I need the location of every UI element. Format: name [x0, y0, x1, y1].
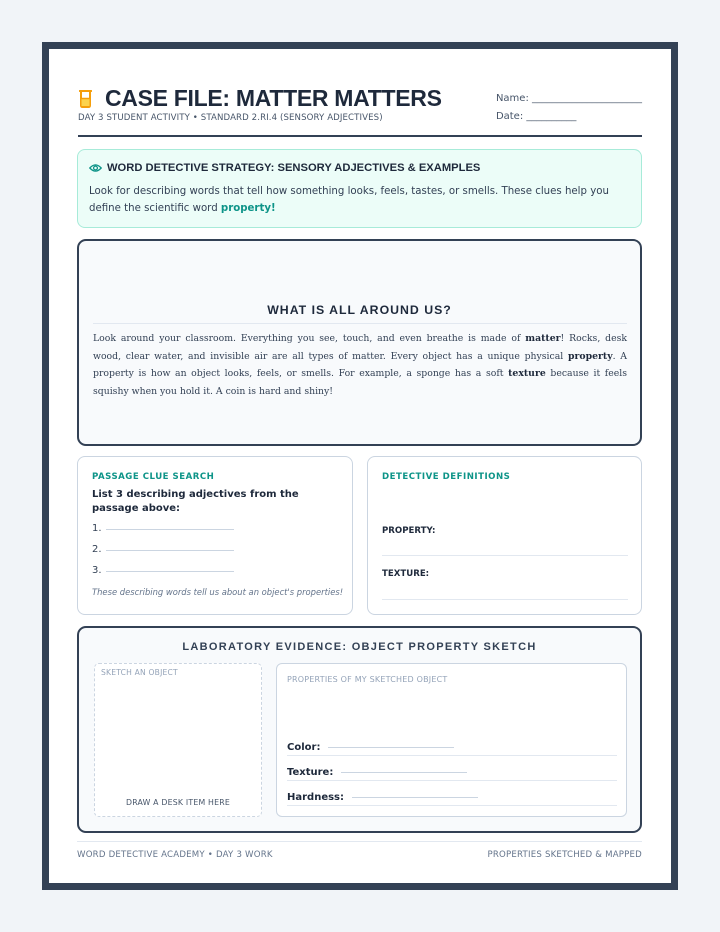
- strategy-box: [77, 149, 642, 228]
- clue-search-label: PASSAGE CLUE SEARCH: [92, 472, 215, 482]
- name-field[interactable]: Name: ______________________: [495, 93, 642, 104]
- sketch-hint: DRAW A DESK ITEM HERE: [125, 798, 230, 807]
- clue-search-note: These describing words tell us about an object's properties!: [92, 587, 344, 597]
- definitions-label: DETECTIVE DEFINITIONS: [382, 472, 511, 482]
- definition-term-property: PROPERTY:: [382, 526, 436, 536]
- definitions-card: [367, 456, 642, 615]
- passage-keyword-texture: texture: [508, 368, 546, 380]
- passage-title: WHAT IS ALL AROUND US?: [267, 303, 452, 317]
- definition-line[interactable]: [382, 599, 628, 600]
- texture-field[interactable]: [287, 767, 617, 778]
- title-row: [78, 85, 442, 112]
- answer-number: 1.: [92, 523, 102, 534]
- strategy-keyword: property: [220, 203, 271, 214]
- passage-keyword-property: property: [567, 350, 613, 362]
- passage-text: [93, 330, 627, 400]
- lab-evidence-section: [77, 626, 642, 833]
- properties-label: PROPERTIES OF MY SKETCHED OBJECT: [287, 675, 448, 684]
- worksheet: [49, 49, 671, 883]
- definition-line[interactable]: [382, 555, 628, 556]
- strategy-header: [89, 162, 480, 174]
- passage-part: ! Rocks, desk wood, clear water, and invisible air are all types of matter. Every object has a unique physical: [93, 333, 627, 362]
- passage-part: . A property is how an object looks, feels, or smells. For example, a sponge has a soft: [93, 350, 628, 380]
- eye-icon: [89, 163, 102, 173]
- page-title: CASE FILE: MATTER MATTERS: [105, 85, 442, 111]
- sketch-area[interactable]: [94, 663, 262, 817]
- sketch-label: SKETCH AN OBJECT: [101, 668, 178, 677]
- strategy-text: [89, 183, 629, 217]
- passage-part: because it feels squishy when you hold it. A coin is hard and shiny!: [93, 368, 627, 397]
- strategy-title: WORD DETECTIVE STRATEGY: SENSORY ADJECTIVES & EXAMPLES: [107, 162, 481, 174]
- answer-line-3[interactable]: [92, 565, 234, 576]
- answer-blank[interactable]: [106, 529, 234, 530]
- color-field[interactable]: [287, 742, 617, 753]
- field-label: Hardness:: [287, 792, 345, 803]
- footer-left: WORD DETECTIVE ACADEMY • DAY 3 WORK: [77, 850, 273, 860]
- field-blank[interactable]: [341, 772, 467, 773]
- passage-keyword-matter: matter: [525, 333, 561, 344]
- field-blank[interactable]: [328, 747, 454, 748]
- properties-panel: [276, 663, 627, 817]
- beaker-icon: [78, 89, 93, 108]
- answer-number: 3.: [92, 565, 102, 576]
- divider: [287, 805, 617, 806]
- page-frame: [42, 42, 678, 890]
- date-field[interactable]: Date: __________: [495, 111, 577, 122]
- footer-right: PROPERTIES SKETCHED & MAPPED: [487, 850, 642, 860]
- clue-search-card: [77, 456, 353, 615]
- field-blank[interactable]: [352, 797, 478, 798]
- hardness-field[interactable]: [287, 792, 617, 803]
- passage-part: Look around your classroom. Everything you see, touch, and even breathe is made of: [93, 333, 526, 344]
- field-label: Texture:: [287, 767, 334, 778]
- reading-passage: [77, 239, 642, 446]
- answer-line-1[interactable]: [92, 523, 234, 534]
- header: [78, 79, 642, 137]
- answer-blank[interactable]: [106, 550, 234, 551]
- answer-number: 2.: [92, 544, 102, 555]
- definition-term-texture: TEXTURE:: [382, 569, 430, 579]
- answer-blank[interactable]: [106, 571, 234, 572]
- strategy-text-end: !: [270, 203, 276, 214]
- strategy-text-part: Look for describing words that tell how something looks, feels, tastes, or smells. These clues help you define the scientific word: [89, 186, 609, 214]
- answer-line-2[interactable]: [92, 544, 234, 555]
- lab-title: LABORATORY EVIDENCE: OBJECT PROPERTY SKETCH: [182, 641, 537, 653]
- page-subtitle: DAY 3 STUDENT ACTIVITY • STANDARD 2.RI.4 (SENSORY ADJECTIVES): [78, 113, 383, 123]
- clue-search-prompt: List 3 describing adjectives from the passage above:: [92, 489, 299, 514]
- footer: [77, 841, 642, 860]
- divider: [287, 780, 617, 781]
- divider: [93, 323, 627, 324]
- field-label: Color:: [287, 742, 321, 753]
- divider: [287, 755, 617, 756]
- student-meta: [496, 90, 642, 126]
